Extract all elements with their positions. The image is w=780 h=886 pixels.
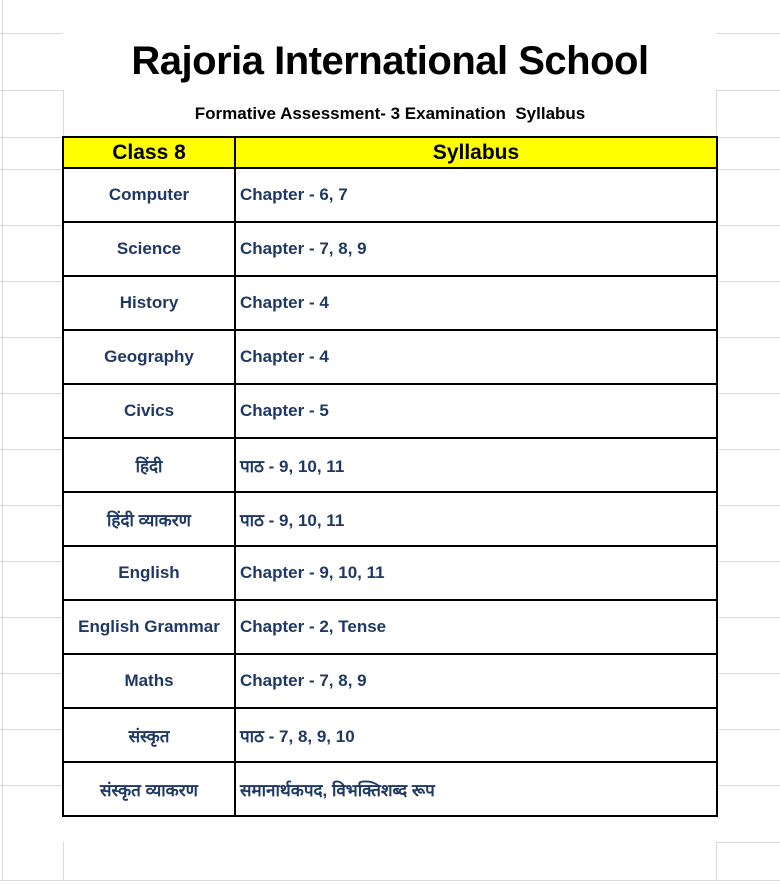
syllabus-cell: समानार्थकपद, विभक्तिशब्द रूप [235, 762, 717, 816]
gridline [716, 617, 780, 618]
gridline [0, 561, 63, 562]
gridline [0, 137, 63, 138]
school-name-title: Rajoria International School [131, 39, 649, 83]
syllabus-cell: Chapter - 6, 7 [235, 168, 717, 222]
gridline [716, 785, 780, 786]
syllabus-cell: पाठ - 9, 10, 11 [235, 492, 717, 546]
syllabus-cell: Chapter - 7, 8, 9 [235, 222, 717, 276]
gridline [716, 169, 780, 170]
syllabus-cell: Chapter - 4 [235, 276, 717, 330]
gridline [0, 505, 63, 506]
subject-cell: हिंदी व्याकरण [63, 492, 235, 546]
gridline [716, 281, 780, 282]
gridline [0, 673, 63, 674]
gridline [716, 673, 780, 674]
syllabus-header-cell: Syllabus [235, 137, 717, 168]
gridline [716, 393, 780, 394]
gridline [716, 842, 780, 843]
syllabus-cell: Chapter - 2, Tense [235, 600, 717, 654]
table-row [63, 276, 717, 330]
syllabus-cell: Chapter - 9, 10, 11 [235, 546, 717, 600]
table-row [63, 654, 717, 708]
subject-cell: English [63, 546, 235, 600]
subject-cell: Science [63, 222, 235, 276]
gridline [0, 393, 63, 394]
table-row [63, 600, 717, 654]
exam-subtitle: Formative Assessment- 3 Examination Syllabus [194, 103, 586, 123]
subject-cell: Computer [63, 168, 235, 222]
gridline [716, 729, 780, 730]
gridline [0, 617, 63, 618]
gridline [0, 449, 63, 450]
gridline [716, 137, 780, 138]
gridline [0, 785, 63, 786]
syllabus-cell: पाठ - 7, 8, 9, 10 [235, 708, 717, 762]
gridline [0, 225, 63, 226]
subject-cell: संस्कृत व्याकरण [63, 762, 235, 816]
table-row [63, 168, 717, 222]
subject-cell: English Grammar [63, 600, 235, 654]
table-row [63, 708, 717, 762]
table-row [63, 222, 717, 276]
class-header-cell: Class 8 [63, 137, 235, 168]
table-header-row [63, 137, 717, 168]
gridline [0, 281, 63, 282]
syllabus-cell: पाठ - 9, 10, 11 [235, 438, 717, 492]
subject-cell: Geography [63, 330, 235, 384]
subject-cell: संस्कृत [63, 708, 235, 762]
syllabus-table [62, 136, 718, 817]
gridline [716, 842, 717, 880]
subject-cell: Maths [63, 654, 235, 708]
table-row [63, 384, 717, 438]
table-row [63, 762, 717, 816]
gridline [0, 169, 63, 170]
table-row [63, 546, 717, 600]
table-row [63, 438, 717, 492]
gridline [716, 449, 780, 450]
gridline [63, 842, 64, 880]
gridline [716, 337, 780, 338]
gridline [0, 729, 63, 730]
table-row [63, 330, 717, 384]
gridline [716, 225, 780, 226]
syllabus-cell: Chapter - 4 [235, 330, 717, 384]
subject-cell: History [63, 276, 235, 330]
gridline [0, 880, 780, 881]
table-row [63, 492, 717, 546]
syllabus-cell: Chapter - 7, 8, 9 [235, 654, 717, 708]
syllabus-cell: Chapter - 5 [235, 384, 717, 438]
gridline [0, 337, 63, 338]
gridline [716, 561, 780, 562]
subject-cell: Civics [63, 384, 235, 438]
gridline [716, 505, 780, 506]
subject-cell: हिंदी [63, 438, 235, 492]
